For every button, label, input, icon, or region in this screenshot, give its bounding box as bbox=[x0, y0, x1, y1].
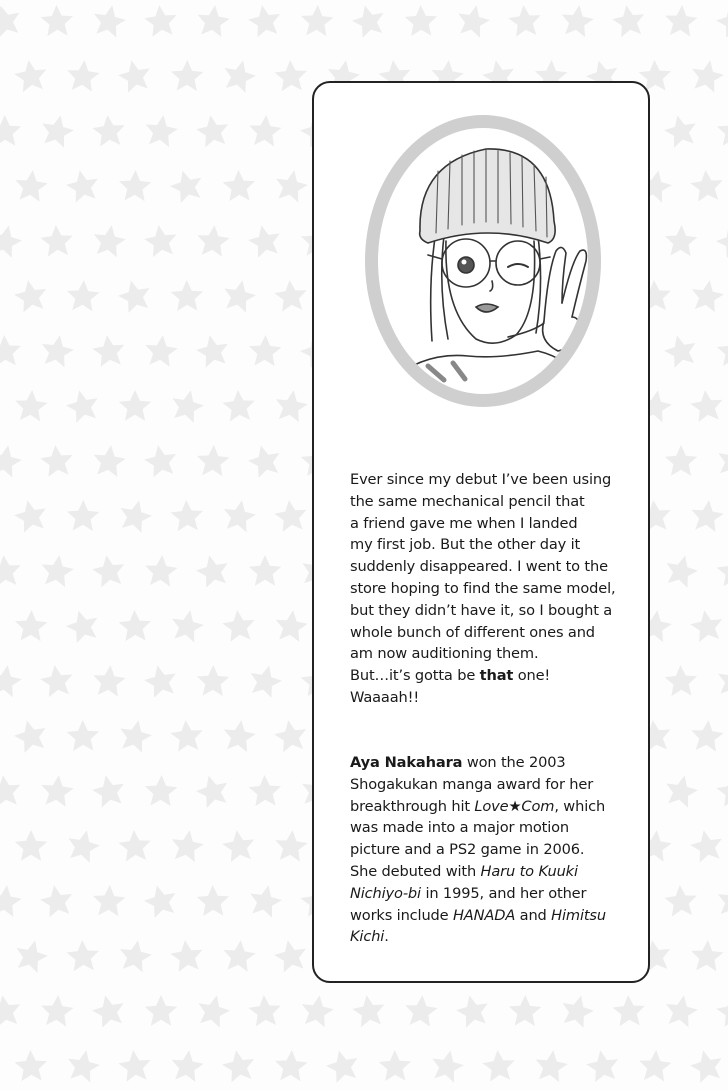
star-icon bbox=[274, 59, 308, 91]
star-icon bbox=[246, 222, 284, 259]
star-icon bbox=[273, 498, 309, 533]
star-icon bbox=[0, 1, 24, 39]
star-icon bbox=[222, 169, 255, 201]
star-icon bbox=[66, 279, 100, 311]
star-icon bbox=[0, 773, 23, 808]
star-icon bbox=[222, 389, 256, 422]
bio-text: works include bbox=[350, 906, 453, 924]
star-icon bbox=[40, 994, 74, 1027]
star-icon bbox=[246, 882, 284, 919]
star-icon bbox=[221, 828, 257, 863]
star-icon bbox=[533, 1048, 569, 1083]
star-icon bbox=[91, 333, 127, 368]
star-icon bbox=[0, 883, 23, 918]
star-icon bbox=[248, 774, 281, 806]
star-icon bbox=[664, 884, 698, 917]
star-icon bbox=[118, 169, 151, 201]
star-icon bbox=[220, 1047, 257, 1083]
bio-text: . bbox=[384, 928, 389, 946]
star-icon bbox=[168, 607, 206, 643]
essay-line: whole bunch of different ones and bbox=[350, 623, 595, 641]
star-icon bbox=[663, 992, 700, 1028]
star-icon bbox=[90, 772, 128, 808]
star-icon bbox=[248, 114, 282, 147]
star-icon bbox=[118, 829, 152, 862]
star-icon bbox=[454, 992, 492, 1029]
star-icon bbox=[689, 169, 724, 203]
star-icon bbox=[273, 279, 308, 313]
essay-text: But…it’s gotta be bbox=[350, 667, 480, 685]
star-icon bbox=[664, 664, 697, 696]
essay-line: the same mechanical pencil that bbox=[350, 492, 585, 510]
author-name: Aya Nakahara bbox=[350, 754, 463, 771]
star-icon bbox=[713, 2, 728, 39]
bio-line bbox=[350, 883, 630, 905]
star-icon bbox=[299, 993, 336, 1028]
essay-line: Waaaah!! bbox=[350, 688, 420, 706]
work-title: Himitsu bbox=[551, 906, 606, 924]
star-icon bbox=[169, 828, 206, 863]
star-icon bbox=[171, 280, 204, 311]
work-title: Nichiyo-bi bbox=[350, 884, 421, 902]
star-icon bbox=[92, 664, 127, 698]
bio-line bbox=[350, 861, 630, 883]
star-icon bbox=[665, 445, 697, 476]
essay-line bbox=[350, 665, 630, 687]
star-icon bbox=[454, 2, 492, 39]
star-icon bbox=[428, 1047, 466, 1084]
star-icon bbox=[688, 608, 725, 643]
bio-line: picture and a PS2 game in 2006. bbox=[350, 841, 585, 859]
star-icon bbox=[274, 1049, 308, 1081]
star-icon bbox=[404, 994, 439, 1028]
star-icon bbox=[272, 937, 310, 973]
star-icon bbox=[144, 554, 178, 587]
star-icon bbox=[143, 113, 179, 148]
star-icon bbox=[143, 3, 178, 37]
star-icon bbox=[272, 718, 309, 753]
star-icon bbox=[141, 882, 180, 920]
work-title: Kichi bbox=[350, 928, 385, 946]
star-icon bbox=[714, 662, 728, 698]
star-icon bbox=[142, 442, 179, 478]
star-icon bbox=[143, 223, 179, 258]
star-icon bbox=[39, 443, 74, 477]
star-icon bbox=[661, 332, 700, 370]
star-icon bbox=[272, 167, 310, 203]
star-icon bbox=[405, 5, 438, 36]
star-icon bbox=[717, 115, 728, 146]
star-icon bbox=[197, 665, 230, 696]
star-icon bbox=[67, 500, 100, 531]
star-icon bbox=[664, 224, 697, 256]
star-icon bbox=[221, 608, 256, 642]
star-icon bbox=[13, 58, 49, 93]
star-icon bbox=[0, 334, 22, 366]
star-icon bbox=[507, 4, 542, 38]
author-essay bbox=[350, 469, 630, 709]
star-icon bbox=[351, 993, 387, 1028]
star-icon bbox=[323, 1047, 362, 1085]
star-icon bbox=[638, 1049, 672, 1082]
star-icon bbox=[116, 57, 154, 94]
star-icon bbox=[196, 224, 231, 258]
star-icon bbox=[91, 443, 127, 478]
star-icon bbox=[273, 608, 309, 643]
star-icon bbox=[145, 995, 177, 1026]
star-icon bbox=[115, 277, 154, 315]
star-icon bbox=[689, 278, 726, 313]
star-icon bbox=[0, 554, 22, 588]
work-title: Love★Com bbox=[474, 797, 555, 815]
star-icon bbox=[349, 2, 388, 40]
star-icon bbox=[559, 3, 595, 38]
star-icon bbox=[196, 444, 230, 476]
star-icon bbox=[66, 939, 100, 971]
star-icon bbox=[40, 224, 74, 257]
star-icon bbox=[14, 1049, 47, 1081]
star-icon bbox=[221, 497, 258, 533]
essay-line: suddenly disappeared. I went to the bbox=[350, 558, 608, 576]
star-icon bbox=[14, 609, 47, 641]
star-icon bbox=[38, 882, 75, 918]
star-icon bbox=[12, 497, 50, 534]
star-icon bbox=[662, 552, 701, 590]
star-icon bbox=[118, 609, 151, 641]
star-icon bbox=[66, 59, 101, 93]
bio-text: in 1995, and her other bbox=[420, 884, 587, 902]
star-icon bbox=[379, 1050, 412, 1081]
author-note-panel bbox=[312, 81, 650, 983]
star-icon bbox=[39, 553, 75, 588]
star-icon bbox=[690, 719, 725, 753]
star-icon bbox=[143, 333, 178, 367]
star-icon bbox=[90, 2, 128, 38]
star-icon bbox=[220, 57, 259, 95]
star-icon bbox=[248, 334, 281, 366]
bio-text: , which bbox=[554, 797, 606, 815]
star-icon bbox=[195, 3, 231, 38]
star-icon bbox=[612, 994, 646, 1026]
essay-line: a friend gave me when I landed bbox=[350, 514, 578, 532]
star-icon bbox=[194, 113, 231, 148]
work-title: Haru to Kuuki bbox=[480, 862, 578, 880]
star-icon bbox=[64, 1047, 102, 1083]
star-icon bbox=[688, 57, 726, 93]
star-icon bbox=[274, 829, 309, 863]
bio-text: won the 2003 bbox=[462, 754, 566, 771]
star-icon bbox=[713, 221, 728, 259]
bio-line: was made into a major motion bbox=[350, 819, 570, 837]
bio-text: breakthrough hit bbox=[350, 797, 475, 815]
star-icon bbox=[12, 937, 51, 975]
star-icon bbox=[246, 2, 283, 38]
star-icon bbox=[246, 662, 285, 700]
star-icon bbox=[15, 830, 47, 861]
essay-line: my first job. But the other day it bbox=[350, 536, 581, 554]
star-icon bbox=[0, 222, 25, 259]
emphasis-that: that bbox=[479, 667, 514, 685]
star-icon bbox=[194, 332, 232, 368]
star-icon bbox=[584, 1048, 621, 1083]
star-icon bbox=[558, 992, 597, 1030]
bio-line bbox=[350, 796, 630, 818]
star-icon bbox=[687, 1047, 725, 1084]
star-icon bbox=[67, 720, 100, 751]
star-icon bbox=[509, 995, 542, 1026]
work-title: HANADA bbox=[452, 906, 516, 924]
star-icon bbox=[39, 332, 76, 368]
star-icon bbox=[169, 719, 204, 753]
star-icon bbox=[171, 60, 204, 91]
essay-line: store hoping to find the same model, bbox=[350, 579, 616, 597]
star-icon bbox=[169, 938, 205, 973]
star-icon bbox=[610, 3, 647, 38]
star-icon bbox=[64, 827, 102, 864]
star-icon bbox=[715, 774, 728, 808]
star-icon bbox=[0, 663, 24, 698]
star-icon bbox=[144, 774, 177, 806]
star-icon bbox=[221, 718, 257, 753]
star-icon bbox=[39, 663, 75, 698]
star-icon bbox=[40, 4, 73, 36]
star-icon bbox=[714, 442, 728, 479]
star-icon bbox=[715, 993, 728, 1028]
star-icon bbox=[63, 387, 101, 424]
star-icon bbox=[248, 994, 282, 1027]
star-icon bbox=[90, 553, 127, 588]
author-bio bbox=[350, 752, 630, 948]
star-icon bbox=[39, 773, 74, 807]
star-icon bbox=[12, 277, 49, 313]
star-icon bbox=[168, 387, 206, 424]
bio-line: Shogakukan manga award for her bbox=[350, 775, 594, 793]
star-icon bbox=[197, 885, 230, 916]
star-icon bbox=[0, 993, 23, 1028]
star-icon bbox=[14, 389, 48, 422]
star-icon bbox=[481, 1049, 516, 1083]
star-icon bbox=[715, 883, 728, 918]
star-icon bbox=[273, 388, 310, 423]
star-icon bbox=[688, 827, 726, 863]
star-icon bbox=[38, 112, 76, 149]
star-icon bbox=[89, 992, 127, 1029]
star-icon bbox=[0, 442, 24, 478]
star-icon bbox=[193, 771, 232, 809]
essay-line: am now auditioning them. bbox=[350, 645, 539, 663]
star-icon bbox=[11, 717, 50, 755]
bio-line bbox=[350, 926, 630, 948]
essay-text: one! bbox=[513, 667, 551, 685]
star-icon bbox=[117, 1048, 152, 1082]
star-icon bbox=[116, 497, 155, 535]
star-icon bbox=[194, 992, 232, 1029]
author-portrait bbox=[358, 111, 608, 411]
star-icon bbox=[717, 335, 728, 366]
star-icon bbox=[116, 717, 154, 754]
star-icon bbox=[91, 114, 126, 148]
star-icon bbox=[689, 498, 725, 533]
star-icon bbox=[0, 115, 21, 146]
star-icon bbox=[13, 168, 48, 202]
bio-line bbox=[350, 905, 630, 927]
star-icon bbox=[142, 662, 180, 699]
star-icon bbox=[169, 1048, 205, 1083]
star-icon bbox=[167, 166, 206, 204]
star-icon bbox=[193, 552, 231, 589]
star-icon bbox=[119, 390, 151, 421]
star-icon bbox=[220, 277, 258, 314]
star-icon bbox=[689, 388, 725, 423]
bio-line bbox=[350, 752, 630, 774]
star-icon bbox=[117, 937, 154, 973]
essay-line: but they didn’t have it, so I bought a bbox=[350, 601, 613, 619]
star-icon bbox=[92, 884, 126, 916]
star-icon bbox=[64, 167, 102, 203]
bio-text: and bbox=[515, 906, 552, 924]
star-icon bbox=[245, 442, 284, 480]
star-icon bbox=[716, 554, 728, 586]
bio-text: She debuted with bbox=[350, 862, 481, 880]
star-icon bbox=[91, 223, 128, 258]
star-icon bbox=[664, 4, 698, 37]
star-icon bbox=[662, 772, 700, 809]
star-icon bbox=[221, 938, 256, 972]
star-icon bbox=[249, 555, 281, 586]
star-icon bbox=[300, 4, 334, 36]
star-icon bbox=[662, 112, 700, 149]
essay-line: Ever since my debut I’ve been using bbox=[350, 471, 612, 488]
star-icon bbox=[170, 499, 204, 531]
star-icon bbox=[63, 606, 102, 644]
star-icon bbox=[690, 939, 724, 971]
